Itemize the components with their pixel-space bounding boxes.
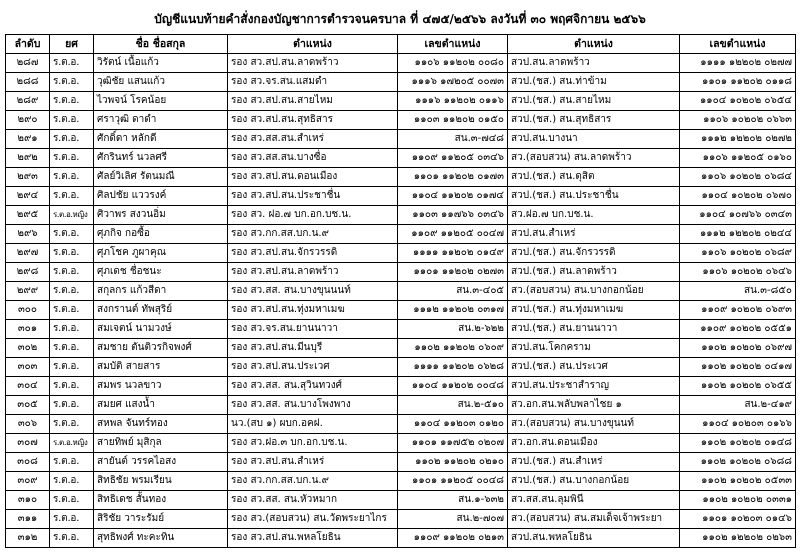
col-header-new-position: ตำแหน่ง	[508, 35, 680, 54]
col-header-position-number: เลขตำแหน่ง	[398, 35, 508, 54]
rank-cell: ร.ต.อ.	[50, 320, 94, 339]
position-number-cell: ๑๑๐๔ ๑๑๒๐๓ ๐๑๒๐	[398, 415, 508, 434]
rank-cell: ร.ต.อ.	[50, 168, 94, 187]
new-position-cell: สวป.สน.พหลโยธิน	[508, 529, 680, 548]
rank-cell: ร.ต.อ.	[50, 415, 94, 434]
name-cell: สมพร นวลขาว	[94, 377, 228, 396]
table-row	[6, 358, 796, 377]
name-cell: วิรัตน์ เนื้อแก้ว	[94, 54, 228, 73]
order-cell: ๓๑๐	[6, 491, 50, 510]
order-cell: ๒๙๘	[6, 263, 50, 282]
new-position-cell: สวป.สน.โคกคราม	[508, 339, 680, 358]
col-header-order: ลำดับ	[6, 35, 50, 54]
position-number-cell: ๑๑๐๔ ๑๑๒๐๒ ๐๐๔๘	[398, 377, 508, 396]
position-cell: รอง สว.ฝอ.๓ บก.อก.บช.น.	[228, 434, 398, 453]
rank-cell: ร.ต.อ.	[50, 529, 94, 548]
position-cell: นว.(สบ ๑) ผบก.อคฝ.	[228, 415, 398, 434]
position-cell: รอง สว.สป.สน.ประเวศ	[228, 358, 398, 377]
table-row	[6, 415, 796, 434]
rank-cell: ร.ต.อ.	[50, 491, 94, 510]
new-position-number-cell: ๑๑๐๔ ๑๐๒๐๒ ๐๖๗๐	[680, 187, 796, 206]
position-cell: รอง สว.สส.สน.บางซื่อ	[228, 149, 398, 168]
new-position-cell: สวป.(ชส.) สน.ทุ่งมหาเมฆ	[508, 301, 680, 320]
order-cell: ๓๑๑	[6, 510, 50, 529]
order-cell: ๒๙๒	[6, 149, 50, 168]
name-cell: วุฒิชัย แสนแก้ว	[94, 73, 228, 92]
position-cell: รอง สว.สป.สน.สุทธิสาร	[228, 111, 398, 130]
rank-cell: ร.ต.อ.	[50, 510, 94, 529]
new-position-number-cell: สน.๓-๘๕๐	[680, 282, 796, 301]
table-row	[6, 263, 796, 282]
position-number-cell: ๑๑๑๒ ๑๑๒๐๒ ๐๓๑๗	[398, 301, 508, 320]
new-position-number-cell: ๑๑๐๒ ๑๐๒๐๒ ๐๖๙๗	[680, 339, 796, 358]
position-cell: รอง สว.จร.สน.แสมดำ	[228, 73, 398, 92]
name-cell: สมยศ แสงน้ำ	[94, 396, 228, 415]
new-position-number-cell: สน.๒-๔๑๙	[680, 396, 796, 415]
new-position-number-cell: ๑๑๐๒ ๑๒๒๐๒ ๐๒๖๓	[680, 529, 796, 548]
name-cell: สงกรานต์ ทัพสุริย์	[94, 301, 228, 320]
position-cell: รอง สว.กก.สส.บก.น.๙	[228, 472, 398, 491]
position-cell: รอง สว.กก.สส.บก.น.๙	[228, 225, 398, 244]
order-cell: ๒๙๓	[6, 168, 50, 187]
table-row	[6, 244, 796, 263]
position-number-cell: สน.๓-๔๐๕	[398, 282, 508, 301]
new-position-number-cell: ๑๑๐๑ ๑๐๒๐๓ ๐๑๔๖	[680, 510, 796, 529]
table-row	[6, 149, 796, 168]
order-cell: ๓๐๑	[6, 320, 50, 339]
order-cell: ๓๐๕	[6, 396, 50, 415]
name-cell: ศุภกิจ กอซื้อ	[94, 225, 228, 244]
new-position-number-cell: ๑๑๐๒ ๑๐๒๐๒ ๐๑๔๘	[680, 434, 796, 453]
new-position-cell: สวป.สน.ประชาสำราญ	[508, 377, 680, 396]
table-body	[6, 54, 796, 548]
new-position-number-cell: ๑๑๐๙ ๑๐๒๐๒ ๐๖๙๓	[680, 301, 796, 320]
position-cell: รอง สว.สป.สน.สายไหม	[228, 92, 398, 111]
position-cell: รอง สว.สป.สน.มีนบุรี	[228, 339, 398, 358]
name-cell: ศุภโชค ภูผาคุณ	[94, 244, 228, 263]
name-cell: ไวพจน์ โรคน้อย	[94, 92, 228, 111]
new-position-cell: สวป.(ชส.) สน.จักรวรรดิ	[508, 244, 680, 263]
table-row	[6, 320, 796, 339]
rank-cell: ร.ต.อ.หญิง	[50, 206, 94, 225]
rank-cell: ร.ต.อ.หญิง	[50, 434, 94, 453]
new-position-cell: สวป.(ชส.) สน.ลาดพร้าว	[508, 263, 680, 282]
position-cell: รอง สว.สป.สน.พหลโยธิน	[228, 529, 398, 548]
name-cell: สมบัติ สายสาร	[94, 358, 228, 377]
order-cell: ๓๐๓	[6, 358, 50, 377]
rank-cell: ร.ต.อ.	[50, 225, 94, 244]
position-number-cell: ๑๑๐๙ ๑๑๒๐๕ ๐๓๔๖	[398, 149, 508, 168]
new-position-number-cell: ๑๑๐๒ ๑๐๒๐๒ ๐๖๕๕	[680, 377, 796, 396]
new-position-cell: สวป.(ชส.) สน.ดุสิต	[508, 168, 680, 187]
position-cell: รอง สว.สส. สน.สุวินทวงศ์	[228, 377, 398, 396]
document-title: บัญชีแนบท้ายคำสั่งกองบัญชาการตำรวจนครบาล ที่ ๔๗๕/๒๕๖๖ ลงวันที่ ๓๐ พฤศจิกายน ๒๕๖๖	[154, 12, 646, 26]
new-position-cell: สวป.(ชส.) สน.บางกอกน้อย	[508, 472, 680, 491]
new-position-cell: สว.(สอบสวน) สน.บางกอกน้อย	[508, 282, 680, 301]
new-position-number-cell: ๑๑๐๔ ๑๐๗๖๖ ๐๓๔๓	[680, 206, 796, 225]
position-number-cell: ๑๑๑๖ ๑๑๒๐๒ ๐๑๑๖	[398, 92, 508, 111]
position-number-cell: ๑๑๐๑ ๑๑๗๕๒ ๐๒๐๗	[398, 434, 508, 453]
new-position-number-cell: ๑๑๑๒ ๑๒๒๐๒ ๐๒๗๒	[680, 130, 796, 149]
table-row	[6, 396, 796, 415]
new-position-number-cell: ๑๑๐๖ ๑๐๒๐๒ ๐๖๖๓	[680, 111, 796, 130]
new-position-cell: สวป.(ชส.) สน.สายไหม	[508, 92, 680, 111]
new-position-cell: สว.ฝอ.๗ บก.บช.น.	[508, 206, 680, 225]
name-cell: ศราวุฒิ ดาดำ	[94, 111, 228, 130]
table-row	[6, 529, 796, 548]
position-number-cell: ๑๑๐๓ ๑๑๗๖๖ ๐๓๔๖	[398, 206, 508, 225]
position-cell: รอง สว.สป.สน.สำเหร่	[228, 453, 398, 472]
position-number-cell: ๑๑๐๙ ๑๑๒๐๒ ๐๒๑๓	[398, 529, 508, 548]
new-position-number-cell: ๑๑๐๖ ๑๐๒๐๒ ๐๖๘๙	[680, 244, 796, 263]
new-position-number-cell: ๑๑๐๑ ๑๑๒๐๒ ๐๑๑๘	[680, 73, 796, 92]
position-cell: รอง สว.สป.สน.ลาดพร้าว	[228, 54, 398, 73]
position-cell: รอง สว.สป.สน.ลาดพร้าว	[228, 263, 398, 282]
rank-cell: ร.ต.อ.	[50, 339, 94, 358]
order-cell: ๒๘๘	[6, 73, 50, 92]
order-cell: ๓๐๗	[6, 434, 50, 453]
rank-cell: ร.ต.อ.	[50, 377, 94, 396]
name-cell: ศิลปชัย แววรงค์	[94, 187, 228, 206]
position-number-cell: ๑๑๐๒ ๑๑๒๐๒ ๐๖๐๙	[398, 339, 508, 358]
new-position-cell: สวป.สน.สำเหร่	[508, 225, 680, 244]
position-number-cell: สน.๓-๗๔๘	[398, 130, 508, 149]
order-cell: ๓๐๖	[6, 415, 50, 434]
rank-cell: ร.ต.อ.	[50, 92, 94, 111]
table-row	[6, 168, 796, 187]
name-cell: สหพล จันทร์ทอง	[94, 415, 228, 434]
rank-cell: ร.ต.อ.	[50, 244, 94, 263]
rank-cell: ร.ต.อ.	[50, 187, 94, 206]
order-cell: ๒๙๕	[6, 206, 50, 225]
name-cell: ศักดิ์ดา หลักดี	[94, 130, 228, 149]
position-cell: รอง สว.สป.สน.ประชาชื่น	[228, 187, 398, 206]
name-cell: ศักรินทร์ นวลศรี	[94, 149, 228, 168]
new-position-number-cell: ๑๑๑๑ ๑๒๒๐๒ ๐๒๗๗	[680, 54, 796, 73]
position-cell: รอง สว. ฝอ.๗ บก.อก.บช.น.	[228, 206, 398, 225]
table-row	[6, 434, 796, 453]
rank-cell: ร.ต.อ.	[50, 453, 94, 472]
new-position-cell: สวป.(ชส.) สน.ประเวศ	[508, 358, 680, 377]
rank-cell: ร.ต.อ.	[50, 396, 94, 415]
order-cell: ๒๙๐	[6, 111, 50, 130]
position-number-cell: ๑๑๐๔ ๑๑๒๐๒ ๐๑๗๔	[398, 187, 508, 206]
new-position-cell: สว.สส.สน.ลุมพินี	[508, 491, 680, 510]
name-cell: สมเจตน์ นามวงษ์	[94, 320, 228, 339]
name-cell: สายันต์ วรรคไอสง	[94, 453, 228, 472]
name-cell: สุทธิพงศ์ ทะคะทิน	[94, 529, 228, 548]
rank-cell: ร.ต.อ.	[50, 54, 94, 73]
order-cell: ๓๑๒	[6, 529, 50, 548]
position-number-cell: ๑๑๐๒ ๑๑๒๐๒ ๐๒๑๐	[398, 453, 508, 472]
position-number-cell: สน.๒-๕๑๐	[398, 396, 508, 415]
order-cell: ๓๐๐	[6, 301, 50, 320]
new-position-cell: สว.อก.สน.พลับพลาไชย ๑	[508, 396, 680, 415]
new-position-number-cell: ๑๑๐๖ ๑๐๒๐๒ ๐๖๘๔	[680, 168, 796, 187]
table-row	[6, 73, 796, 92]
name-cell: สมชาย ตันติวรกิจพงศ์	[94, 339, 228, 358]
col-header-name: ชื่อ ชื่อสกุล	[94, 35, 228, 54]
order-cell: ๒๙๖	[6, 225, 50, 244]
position-cell: รอง สว.สส. สน.บางโพงพาง	[228, 396, 398, 415]
new-position-number-cell: ๑๑๐๒ ๑๐๒๐๒ ๐๔๑๗	[680, 358, 796, 377]
table-row	[6, 206, 796, 225]
new-position-cell: สว.(สอบสวน) สน.ลาดพร้าว	[508, 149, 680, 168]
col-header-rank: ยศ	[50, 35, 94, 54]
table-row	[6, 282, 796, 301]
table-row	[6, 377, 796, 396]
table-row	[6, 187, 796, 206]
position-number-cell: ๑๑๑๖ ๑๗๒๐๕ ๐๐๗๓	[398, 73, 508, 92]
order-cell: ๒๘๙	[6, 92, 50, 111]
rank-cell: ร.ต.อ.	[50, 130, 94, 149]
name-cell: สายทิพย์ มุสิกุล	[94, 434, 228, 453]
order-cell: ๒๙๑	[6, 130, 50, 149]
name-cell: สกุลกร แก้วสีดา	[94, 282, 228, 301]
rank-cell: ร.ต.อ.	[50, 282, 94, 301]
new-position-cell: สวป.(ชส.) สน.สุทธิสาร	[508, 111, 680, 130]
table-row	[6, 225, 796, 244]
name-cell: ศิวาพร สงวนอิ่ม	[94, 206, 228, 225]
new-position-cell: สวป.(ชส.) สน.ท่าข้าม	[508, 73, 680, 92]
new-position-number-cell: ๑๑๐๙ ๑๐๒๐๒ ๐๕๕๑	[680, 320, 796, 339]
rank-cell: ร.ต.อ.	[50, 149, 94, 168]
col-header-new-position-number: เลขตำแหน่ง	[680, 35, 796, 54]
table-row	[6, 453, 796, 472]
position-number-cell: สน.๑-๖๓๒	[398, 491, 508, 510]
position-cell: รอง สว.สป.สน.ดอนเมือง	[228, 168, 398, 187]
col-header-position: ตำแหน่ง	[228, 35, 398, 54]
order-cell: ๒๘๗	[6, 54, 50, 73]
name-cell: สิทธิเดช สั้นทอง	[94, 491, 228, 510]
position-cell: รอง สว.สป.สน.จักรวรรดิ	[228, 244, 398, 263]
new-position-number-cell: ๑๑๐๖ ๑๐๒๐๒ ๐๖๔๖	[680, 263, 796, 282]
order-cell: ๓๐๔	[6, 377, 50, 396]
position-number-cell: ๑๑๐๖ ๑๑๒๐๒ ๐๐๘๐	[398, 54, 508, 73]
order-cell: ๒๙๙	[6, 282, 50, 301]
rank-cell: ร.ต.อ.	[50, 263, 94, 282]
order-cell: ๓๐๙	[6, 472, 50, 491]
rank-cell: ร.ต.อ.	[50, 111, 94, 130]
position-number-cell: ๑๑๑๑ ๑๑๒๐๒ ๐๖๒๘	[398, 358, 508, 377]
order-cell: ๓๐๘	[6, 453, 50, 472]
table-row	[6, 472, 796, 491]
new-position-number-cell: ๑๑๑๒ ๑๒๒๐๒ ๐๒๔๔	[680, 225, 796, 244]
name-cell: ศุภเดช ชื่อชนะ	[94, 263, 228, 282]
new-position-cell: สว.อก.สน.ดอนเมือง	[508, 434, 680, 453]
table-row	[6, 111, 796, 130]
table-row	[6, 491, 796, 510]
name-cell: สิริชัย วาระรัมย์	[94, 510, 228, 529]
table-row	[6, 130, 796, 149]
position-number-cell: ๑๑๐๙ ๑๑๒๐๕ ๐๐๔๗	[398, 225, 508, 244]
position-cell: รอง สว.สส. สน.หัวหมาก	[228, 491, 398, 510]
new-position-number-cell: ๑๑๐๒ ๑๐๒๐๒ ๐๕๓๓	[680, 472, 796, 491]
table-header-row	[6, 35, 796, 54]
table-row	[6, 339, 796, 358]
position-number-cell: ๑๑๑๑ ๑๑๒๐๒ ๐๑๔๙	[398, 244, 508, 263]
new-position-number-cell: ๑๑๐๒ ๑๐๒๐๒ ๐๖๘๘	[680, 453, 796, 472]
table-row	[6, 301, 796, 320]
new-position-cell: สวป.(ชส.) สน.ประชาชื่น	[508, 187, 680, 206]
new-position-cell: สว.(สอบสวน) สน.บางขุนนท์	[508, 415, 680, 434]
position-cell: รอง สว.สส.สน.สำเหร่	[228, 130, 398, 149]
table-row	[6, 54, 796, 73]
table-row	[6, 510, 796, 529]
new-position-cell: สวป.(ชส.) สน.ยานนาวา	[508, 320, 680, 339]
table-row	[6, 92, 796, 111]
position-cell: รอง สว.(สอบสวน) สน.วัดพระยาไกร	[228, 510, 398, 529]
new-position-cell: สวป.สน.บางนา	[508, 130, 680, 149]
new-position-cell: สวป.สน.ลาดพร้าว	[508, 54, 680, 73]
position-cell: รอง สว.สป.สน.ทุ่งมหาเมฆ	[228, 301, 398, 320]
position-number-cell: สน.๒-๖๒๒	[398, 320, 508, 339]
rank-cell: ร.ต.อ.	[50, 301, 94, 320]
rank-cell: ร.ต.อ.	[50, 472, 94, 491]
order-cell: ๒๙๗	[6, 244, 50, 263]
name-cell: ศัลย์วิเลิศ รัตนมณี	[94, 168, 228, 187]
new-position-number-cell: ๑๑๐๔ ๑๐๒๐๒ ๐๖๕๔	[680, 92, 796, 111]
position-number-cell: ๑๑๐๓ ๑๑๒๐๒ ๐๑๕๐	[398, 111, 508, 130]
new-position-number-cell: ๑๑๐๔ ๑๐๒๐๓ ๐๑๖๖	[680, 415, 796, 434]
position-cell: รอง สว.จร.สน.ยานนาวา	[228, 320, 398, 339]
position-number-cell: ๑๑๐๑ ๑๑๒๐๕ ๐๐๔๘	[398, 472, 508, 491]
new-position-number-cell: ๑๑๐๖ ๑๑๒๐๕ ๐๑๖๐	[680, 149, 796, 168]
position-number-cell: ๑๑๐๑ ๑๑๒๐๒ ๐๑๗๓	[398, 168, 508, 187]
rank-cell: ร.ต.อ.	[50, 73, 94, 92]
new-position-cell: สว.(สอบสวน) สน.สมเด็จเจ้าพระยา	[508, 510, 680, 529]
personnel-table	[5, 34, 796, 548]
new-position-cell: สวป.(ชส.) สน.สำเหร่	[508, 453, 680, 472]
position-cell: รอง สว.สส. สน.บางขุนนนท์	[228, 282, 398, 301]
new-position-number-cell: ๑๑๐๒ ๑๐๒๐๒ ๐๓๓๑	[680, 491, 796, 510]
order-cell: ๓๐๒	[6, 339, 50, 358]
position-number-cell: สน.๒-๗๐๗	[398, 510, 508, 529]
name-cell: สิทธิชัย พรมเรียน	[94, 472, 228, 491]
position-number-cell: ๑๑๐๑ ๑๑๒๐๒ ๐๒๗๓	[398, 263, 508, 282]
order-cell: ๒๙๔	[6, 187, 50, 206]
rank-cell: ร.ต.อ.	[50, 358, 94, 377]
